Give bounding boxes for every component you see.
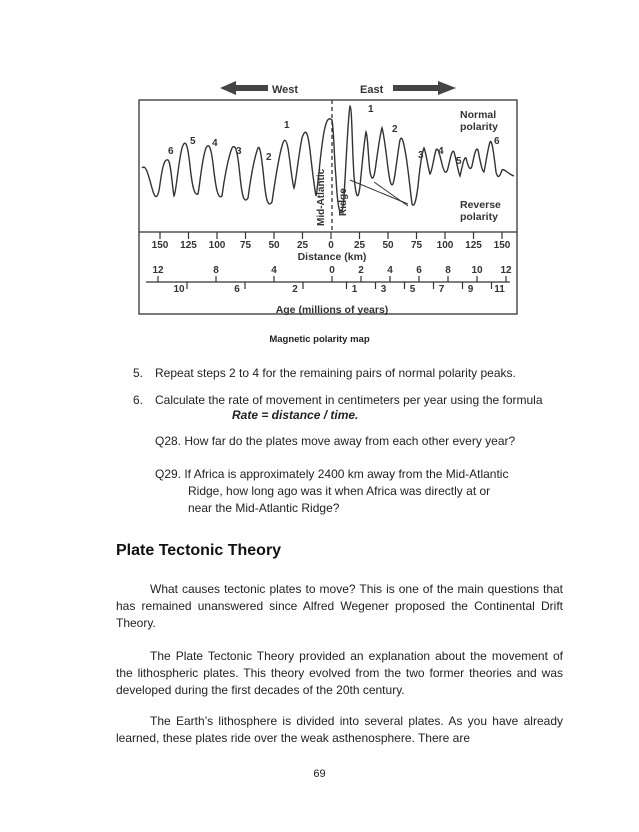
step-number: 5.: [133, 366, 144, 380]
distance-axis-label: Distance (km): [297, 251, 367, 263]
age-tick-label: 6: [234, 284, 240, 295]
west-arrow: [220, 81, 268, 95]
normal-polarity-label-1: Normal: [460, 109, 497, 121]
age-tick-label: 4: [387, 265, 393, 276]
distance-tick-label: 0: [328, 240, 334, 251]
age-tick-label: 9: [467, 284, 474, 295]
east-arrow: [393, 81, 456, 95]
peak-label-west: 6: [168, 146, 174, 157]
distance-tick-label: 25: [353, 240, 366, 251]
step-text: Calculate the rate of movement in centimeters per year using the formula: [155, 393, 543, 407]
distance-tick-label: 25: [296, 240, 309, 251]
age-tick-label: 10: [173, 284, 185, 295]
distance-tick-label: 75: [239, 240, 252, 251]
age-tick-label: 11: [494, 284, 505, 295]
question-28: Q28. How far do the plates move away from each other every year?: [155, 434, 516, 448]
paragraph: What causes tectonic plates to move? This is one of the main questions that has remained unanswered since Alfred Wegener proposed the Continental Drift Theory.: [116, 582, 563, 630]
age-tick-label: 7: [438, 284, 445, 295]
step-6: [133, 393, 573, 407]
ridge-label-line2: Ridge: [338, 188, 349, 216]
distance-axis: [152, 232, 511, 251]
age-tick-label: 0: [329, 265, 335, 276]
peak-label-east: 4: [438, 146, 444, 157]
step-5: [133, 366, 573, 380]
question-29-line1: Q29. If Africa is approximately 2400 km away from the Mid-Atlantic: [155, 467, 509, 481]
distance-tick-label: 125: [465, 240, 482, 251]
peak-label-east: 6: [494, 136, 500, 147]
distance-tick-label: 100: [436, 240, 454, 251]
age-axis: [152, 265, 512, 295]
distance-tick-label: 100: [208, 240, 226, 251]
paragraph: The Plate Tectonic Theory provided an explanation about the movement of the lithospheric plates. This theory evolved from the two former theories and was developed during the first decades of the 20th century.: [116, 649, 563, 697]
reverse-pointer-2: [374, 182, 408, 206]
age-tick-label: 10: [471, 265, 483, 276]
peak-label-west: 3: [236, 146, 242, 157]
distance-tick-label: 50: [268, 240, 280, 251]
figure-caption: Magnetic polarity map: [269, 334, 370, 345]
peak-label-west: 2: [266, 152, 272, 163]
peak-label-west: 1: [284, 120, 290, 131]
age-tick-label: 5: [409, 284, 416, 295]
age-tick-label: 4: [271, 265, 277, 276]
age-tick-label: 3: [380, 284, 387, 295]
question-29-line3: near the Mid-Atlantic Ridge?: [188, 501, 340, 515]
west-label: West: [272, 84, 299, 96]
age-tick-label: 2: [358, 265, 364, 276]
age-tick-label: 1: [351, 284, 358, 295]
age-tick-label: 6: [416, 265, 422, 276]
step-number: 6.: [133, 393, 144, 407]
rate-formula: Rate = distance / time.: [232, 408, 359, 422]
page-number: 69: [313, 768, 326, 780]
distance-tick-label: 75: [410, 240, 423, 251]
distance-tick-label: 125: [180, 240, 197, 251]
peak-label-west: 5: [190, 136, 196, 147]
step-text: Repeat steps 2 to 4 for the remaining pairs of normal polarity peaks.: [155, 366, 516, 380]
peak-label-east: 1: [368, 104, 374, 115]
age-tick-label: 2: [292, 284, 298, 295]
east-label: East: [360, 84, 384, 96]
section-heading: Plate Tectonic Theory: [116, 542, 282, 559]
age-tick-label: 8: [445, 265, 451, 276]
normal-polarity-label-2: polarity: [460, 121, 498, 133]
age-axis-label: Age (millions of years): [275, 304, 389, 316]
peak-label-east: 3: [418, 150, 424, 161]
age-tick-label: 12: [500, 265, 512, 276]
reverse-polarity-label-2: polarity: [460, 211, 498, 223]
paragraph: The Earth’s lithosphere is divided into several plates. As you have already learned, these plates ride over the weak asthenosphere. There are: [116, 714, 563, 745]
reverse-polarity-label-1: Reverse: [460, 199, 501, 211]
question-29: [155, 466, 575, 517]
peak-label-east: 5: [456, 156, 462, 167]
magnetic-polarity-figure: [138, 76, 518, 316]
peak-label-east: 2: [392, 124, 398, 135]
distance-tick-label: 150: [151, 240, 169, 251]
ridge-label-line1: Mid-Atlantic: [316, 168, 327, 226]
age-tick-label: 8: [213, 265, 219, 276]
distance-tick-label: 50: [382, 240, 394, 251]
peak-label-west: 4: [212, 138, 218, 149]
age-tick-label: 12: [152, 265, 164, 276]
question-29-line2: Ridge, how long ago was it when Africa was directly at or: [188, 484, 491, 498]
distance-tick-label: 150: [493, 240, 511, 251]
